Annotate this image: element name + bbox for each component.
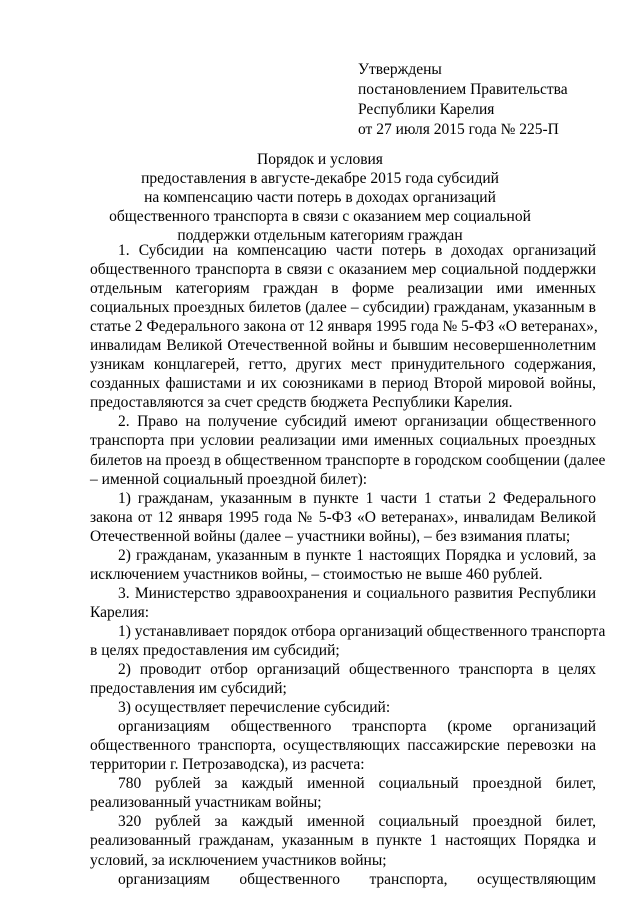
title-line: Порядок и условия bbox=[257, 151, 383, 168]
body-line: Отечественной войны (далее – участники войны), – без взимания платы; bbox=[90, 527, 571, 545]
title-line: на компенсацию части потерь в доходах организаций bbox=[144, 189, 496, 206]
approval-line: Республики Карелия bbox=[358, 101, 495, 118]
body-line: закона от 12 января 1995 года № 5-ФЗ «О ветеранах», инвалидам Великой bbox=[90, 508, 596, 526]
body-line: организациям общественного транспорта, осуществляющим bbox=[118, 870, 596, 888]
body-line: предоставления им субсидий; bbox=[90, 680, 287, 698]
title-line: общественного транспорта в связи с оказанием мер социальной bbox=[109, 208, 531, 225]
body-line: 3. Министерство здравоохранения и социального развития Республики bbox=[118, 584, 596, 602]
body-line: транспорта при условии реализации ими именных социальных проездных bbox=[90, 432, 596, 450]
body-line: отдельным категориям граждан в форме реализации ими именных bbox=[90, 280, 596, 298]
body-line: 2) гражданам, указанным в пункте 1 настоящих Порядка и условий, за bbox=[118, 546, 596, 564]
body-line: – именной социальный проездной билет): bbox=[90, 470, 368, 488]
body-line: 1) гражданам, указанным в пункте 1 части 1 статьи 2 Федерального bbox=[118, 489, 596, 507]
body-line: 2) проводит отбор организаций общественного транспорта в целях bbox=[118, 661, 596, 679]
body-line: статье 2 Федерального закона от 12 января 1995 года № 5-ФЗ «О ветеранах», bbox=[90, 318, 598, 336]
body-line: узникам концлагерей, гетто, других мест принудительного содержания, bbox=[90, 356, 596, 374]
body-line: 780 рублей за каждый именной социальный проездной билет, bbox=[118, 775, 596, 793]
body-line: реализованный гражданам, указанным в пункте 1 настоящих Порядка и bbox=[90, 832, 596, 850]
document-body bbox=[90, 241, 606, 889]
body-line: 1) устанавливает порядок отбора организаций общественного транспорта bbox=[118, 622, 606, 640]
approval-line: Утверждены bbox=[358, 61, 442, 78]
body-line: 2. Право на получение субсидий имеют организации общественного bbox=[118, 413, 596, 431]
body-line: территории г. Петрозаводска), из расчета: bbox=[90, 756, 365, 774]
body-line: социальных проездных билетов (далее – субсидии) гражданам, указанным в bbox=[90, 299, 596, 317]
body-line: 1. Субсидии на компенсацию части потерь в доходах организаций bbox=[118, 242, 596, 259]
title-line: предоставления в августе-декабре 2015 года субсидий bbox=[141, 170, 499, 187]
document-title bbox=[0, 150, 640, 245]
body-line: общественного транспорта, осуществляющих пассажирские перевозки на bbox=[90, 737, 596, 755]
body-line: в целях предоставления им субсидий; bbox=[90, 641, 340, 659]
body-line: организациям общественного транспорта (кроме организаций bbox=[118, 718, 596, 736]
body-line: реализованный участникам войны; bbox=[90, 794, 322, 812]
approval-line: постановлением Правительства bbox=[358, 81, 568, 98]
approval-line: от 27 июля 2015 года № 225-П bbox=[358, 121, 559, 138]
approval-block bbox=[358, 60, 568, 140]
body-line: предоставляются за счет средств бюджета Республики Карелия. bbox=[90, 394, 513, 412]
body-line: инвалидам Великой Отечественной войны и бывшим несовершеннолетним bbox=[90, 337, 596, 355]
body-line: билетов на проезд в общественном транспорте в городском сообщении (далее bbox=[90, 451, 606, 469]
body-line: 3) осуществляет перечисление субсидий: bbox=[118, 699, 391, 717]
body-line: созданных фашистами и их союзниками в период Второй мировой войны, bbox=[90, 375, 596, 393]
body-line: общественного транспорта в связи с оказанием мер социальной поддержки bbox=[90, 261, 596, 279]
body-line: условий, за исключением участников войны; bbox=[90, 851, 387, 869]
title-line: поддержки отдельным категориям граждан bbox=[177, 227, 463, 244]
body-line: исключением участников войны, – стоимостью не выше 460 рублей. bbox=[90, 565, 543, 583]
body-line: Карелия: bbox=[90, 603, 150, 621]
body-line: 320 рублей за каждый именной социальный проездной билет, bbox=[118, 813, 596, 831]
